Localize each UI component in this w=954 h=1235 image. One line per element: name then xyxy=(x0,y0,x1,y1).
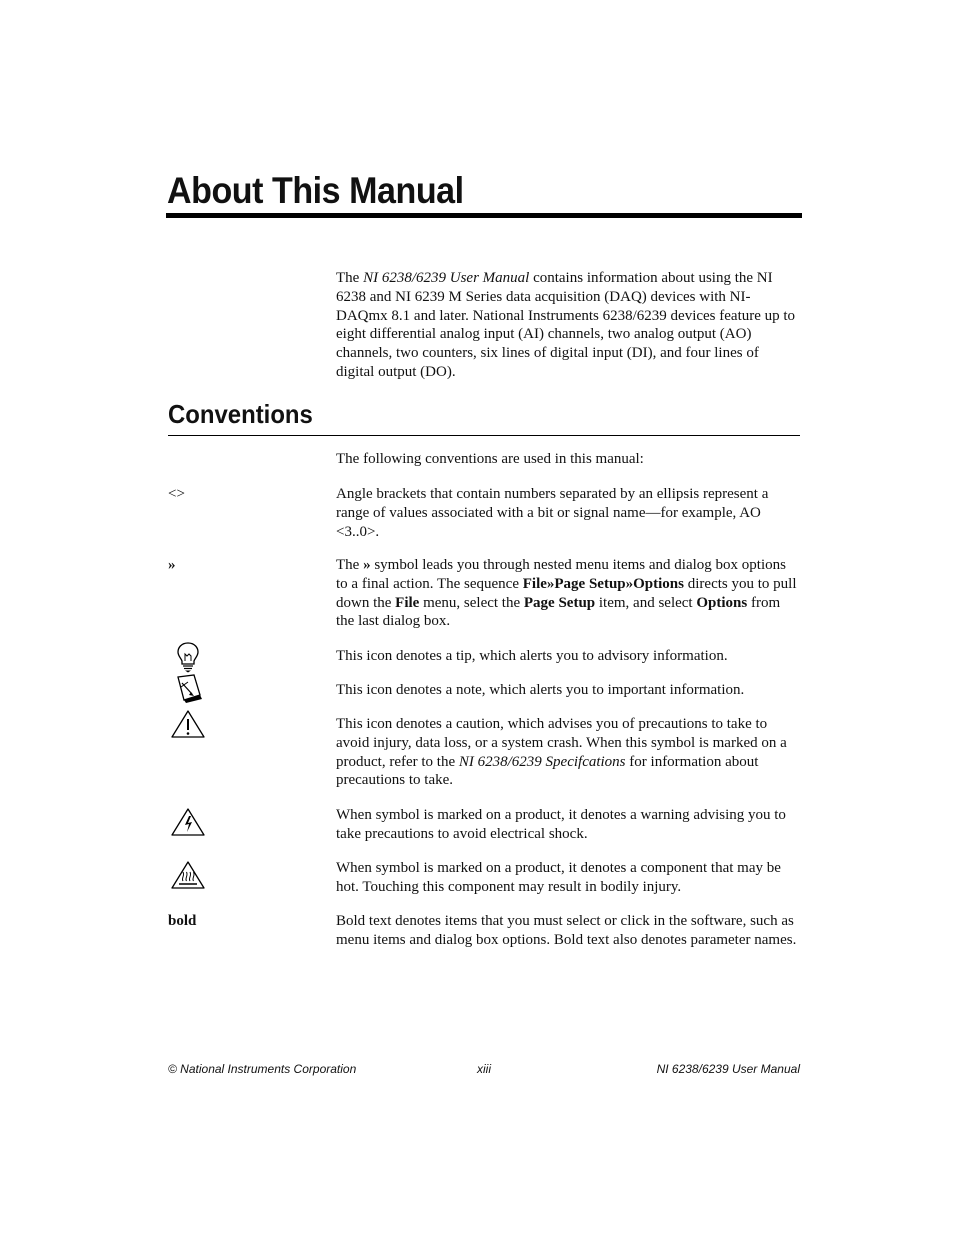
hot-surface-icon xyxy=(170,860,206,890)
title-rule xyxy=(166,213,802,218)
menu-desc-text: item, and select xyxy=(595,594,697,611)
intro-manual-title: NI 6238/6239 User Manual xyxy=(363,270,530,286)
menu-symbol-term: » xyxy=(168,557,176,573)
intro-paragraph xyxy=(336,269,800,382)
menu-desc-symbol: » xyxy=(363,557,371,573)
footer-manual-title: NI 6238/6239 User Manual xyxy=(656,1062,800,1076)
hot-desc: When symbol is marked on a product, it denotes a component that may be hot. Touching this component may result in bodily injury. xyxy=(336,860,781,895)
conventions-heading: Conventions xyxy=(168,399,313,429)
note-desc: This icon denotes a note, which alerts you to important information. xyxy=(336,682,745,698)
bold-desc: Bold text denotes items that you must select or click in the software, such as menu items and dialog box options. Bold text also denotes parameter names. xyxy=(336,913,797,948)
caution-desc xyxy=(336,715,800,790)
page-title: About This Manual xyxy=(167,170,464,211)
footer-copyright: © National Instruments Corporation xyxy=(168,1062,357,1076)
intro-text-2: contains information about using the NI 6238 and NI 6239 M Series data acquisition (DAQ) devices with NI-DAQmx 8.1 and later. National Instruments 6238/6239 devices feature up to eight differential analog input (AI) channels, two analog output (AO) channels, two counters, six lines of digital input (DI), and four lines of digital output (DO). xyxy=(336,270,796,380)
lightbulb-icon xyxy=(170,639,206,673)
menu-symbol-desc xyxy=(336,556,800,631)
conventions-lead: The following conventions are used in this manual: xyxy=(336,451,644,467)
intro-text-1: The xyxy=(336,270,364,286)
angle-brackets-term: <> xyxy=(168,486,185,502)
conventions-rule xyxy=(168,435,800,436)
footer-page-number: xiii xyxy=(477,1062,491,1076)
caution-text-2: for information about precautions to take. xyxy=(336,753,759,789)
bold-term: bold xyxy=(168,913,197,929)
caution-icon xyxy=(170,709,206,739)
caution-spec-ref: NI 6238/6239 Specifcations xyxy=(458,753,626,770)
menu-desc-text: from the last dialog box. xyxy=(336,594,781,630)
menu-desc-text: menu, select the xyxy=(419,594,524,611)
menu-desc-sequence: File»Page Setup»Options xyxy=(522,575,684,592)
electrical-shock-icon xyxy=(170,807,206,837)
angle-brackets-desc: Angle brackets that contain numbers separated by an ellipsis represent a range of values associated with a bit or signal name—for example, AO <3..0>. xyxy=(336,486,769,540)
menu-desc-text: The xyxy=(336,557,364,573)
menu-desc-file: File xyxy=(395,594,420,611)
menu-desc-options: Options xyxy=(696,594,748,611)
note-icon xyxy=(170,673,206,705)
tip-desc: This icon denotes a tip, which alerts you to advisory information. xyxy=(336,648,728,664)
shock-desc: When symbol is marked on a product, it denotes a warning advising you to take precautions to avoid electrical shock. xyxy=(336,807,786,842)
menu-desc-text: directs you to pull down the xyxy=(336,575,797,611)
menu-desc-page-setup: Page Setup xyxy=(523,594,596,611)
caution-text-1: This icon denotes a caution, which advises you of precautions to take to avoid injury, data loss, or a system crash. When this symbol is marked on a product, refer to the xyxy=(336,716,787,770)
menu-desc-text: symbol leads you through nested menu items and dialog box options to a final action. The sequence xyxy=(336,557,786,592)
